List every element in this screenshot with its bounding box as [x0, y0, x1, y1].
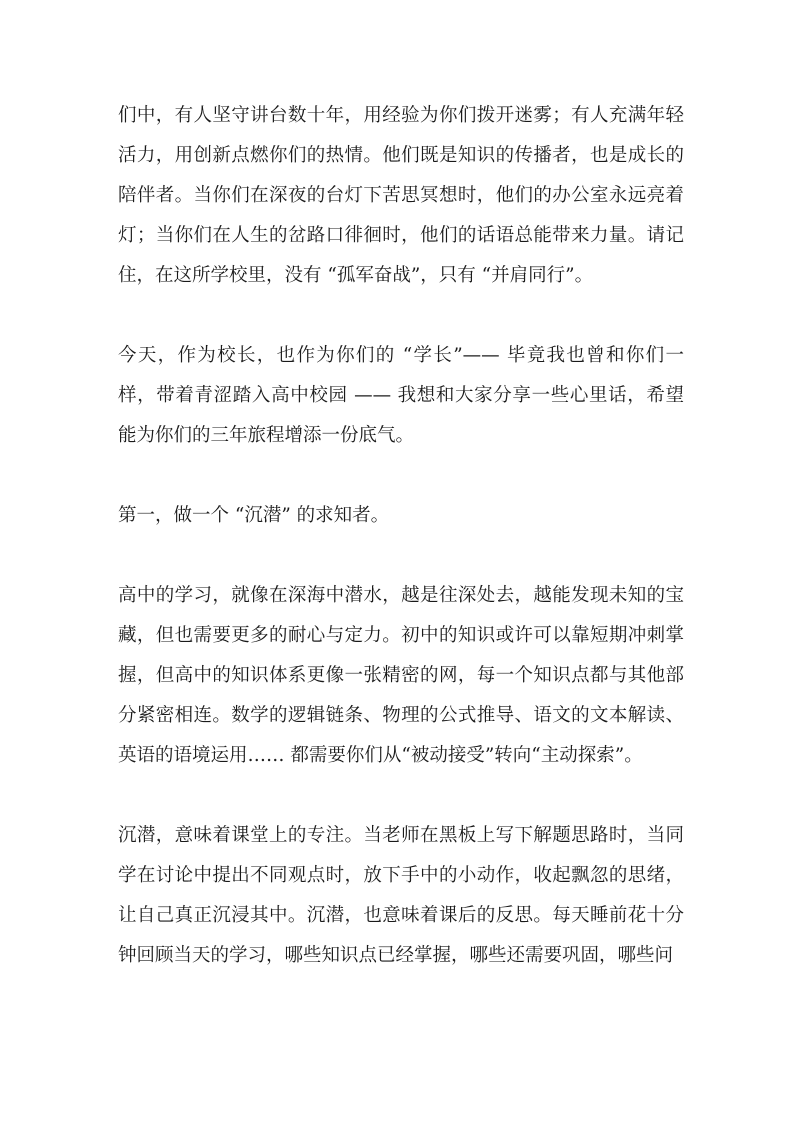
paragraph-teachers: 们中，有人坚守讲台数十年，用经验为你们拨开迷雾；有人充满年轻活力，用创新点燃你们的热情。他们既是知识的传播者，也是成长的陪伴者。当你们在深夜的台灯下苦思冥想时，他们的办公室永远亮着灯；当你们在人生的岔路口徘徊时，他们的话语总能带来力量。请记住，在这所学校里，没有 “孤军奋战”，只有 “并肩同行”。 — [118, 105, 684, 286]
paragraph-principal-intro: 今天，作为校长，也作为你们的 “学长”—— 毕竟我也曾和你们一样，带着青涩踏入高中校园 —— 我想和大家分享一些心里话，希望能为你们的三年旅程增添一份底气。 — [118, 345, 684, 446]
paragraph-deep-learning: 高中的学习，就像在深海中潜水，越是往深处去，越能发现未知的宝藏，但也需要更多的耐心与定力。初中的知识或许可以靠短期冲刺掌握，但高中的知识体系更像一张精密的网，每一个知识点都与其他部分紧密相连。数学的逻辑链条、物理的公式推导、语文的文本解读、英语的语境运用…… 都需要你们从“被动接受”转向“主动探索”。 — [118, 585, 684, 766]
document-body — [118, 96, 684, 976]
paragraph-focus-reflection: 沉潜，意味着课堂上的专注。当老师在黑板上写下解题思路时，当同学在讨论中提出不同观点时，放下手中的小动作，收起飘忽的思绪，让自己真正沉浸其中。沉潜，也意味着课后的反思。每天睡前花十分钟回顾当天的学习，哪些知识点已经掌握，哪些还需要巩固，哪些问 — [118, 825, 684, 966]
section-heading-first: 第一，做一个 “沉潜” 的求知者。 — [118, 505, 390, 526]
